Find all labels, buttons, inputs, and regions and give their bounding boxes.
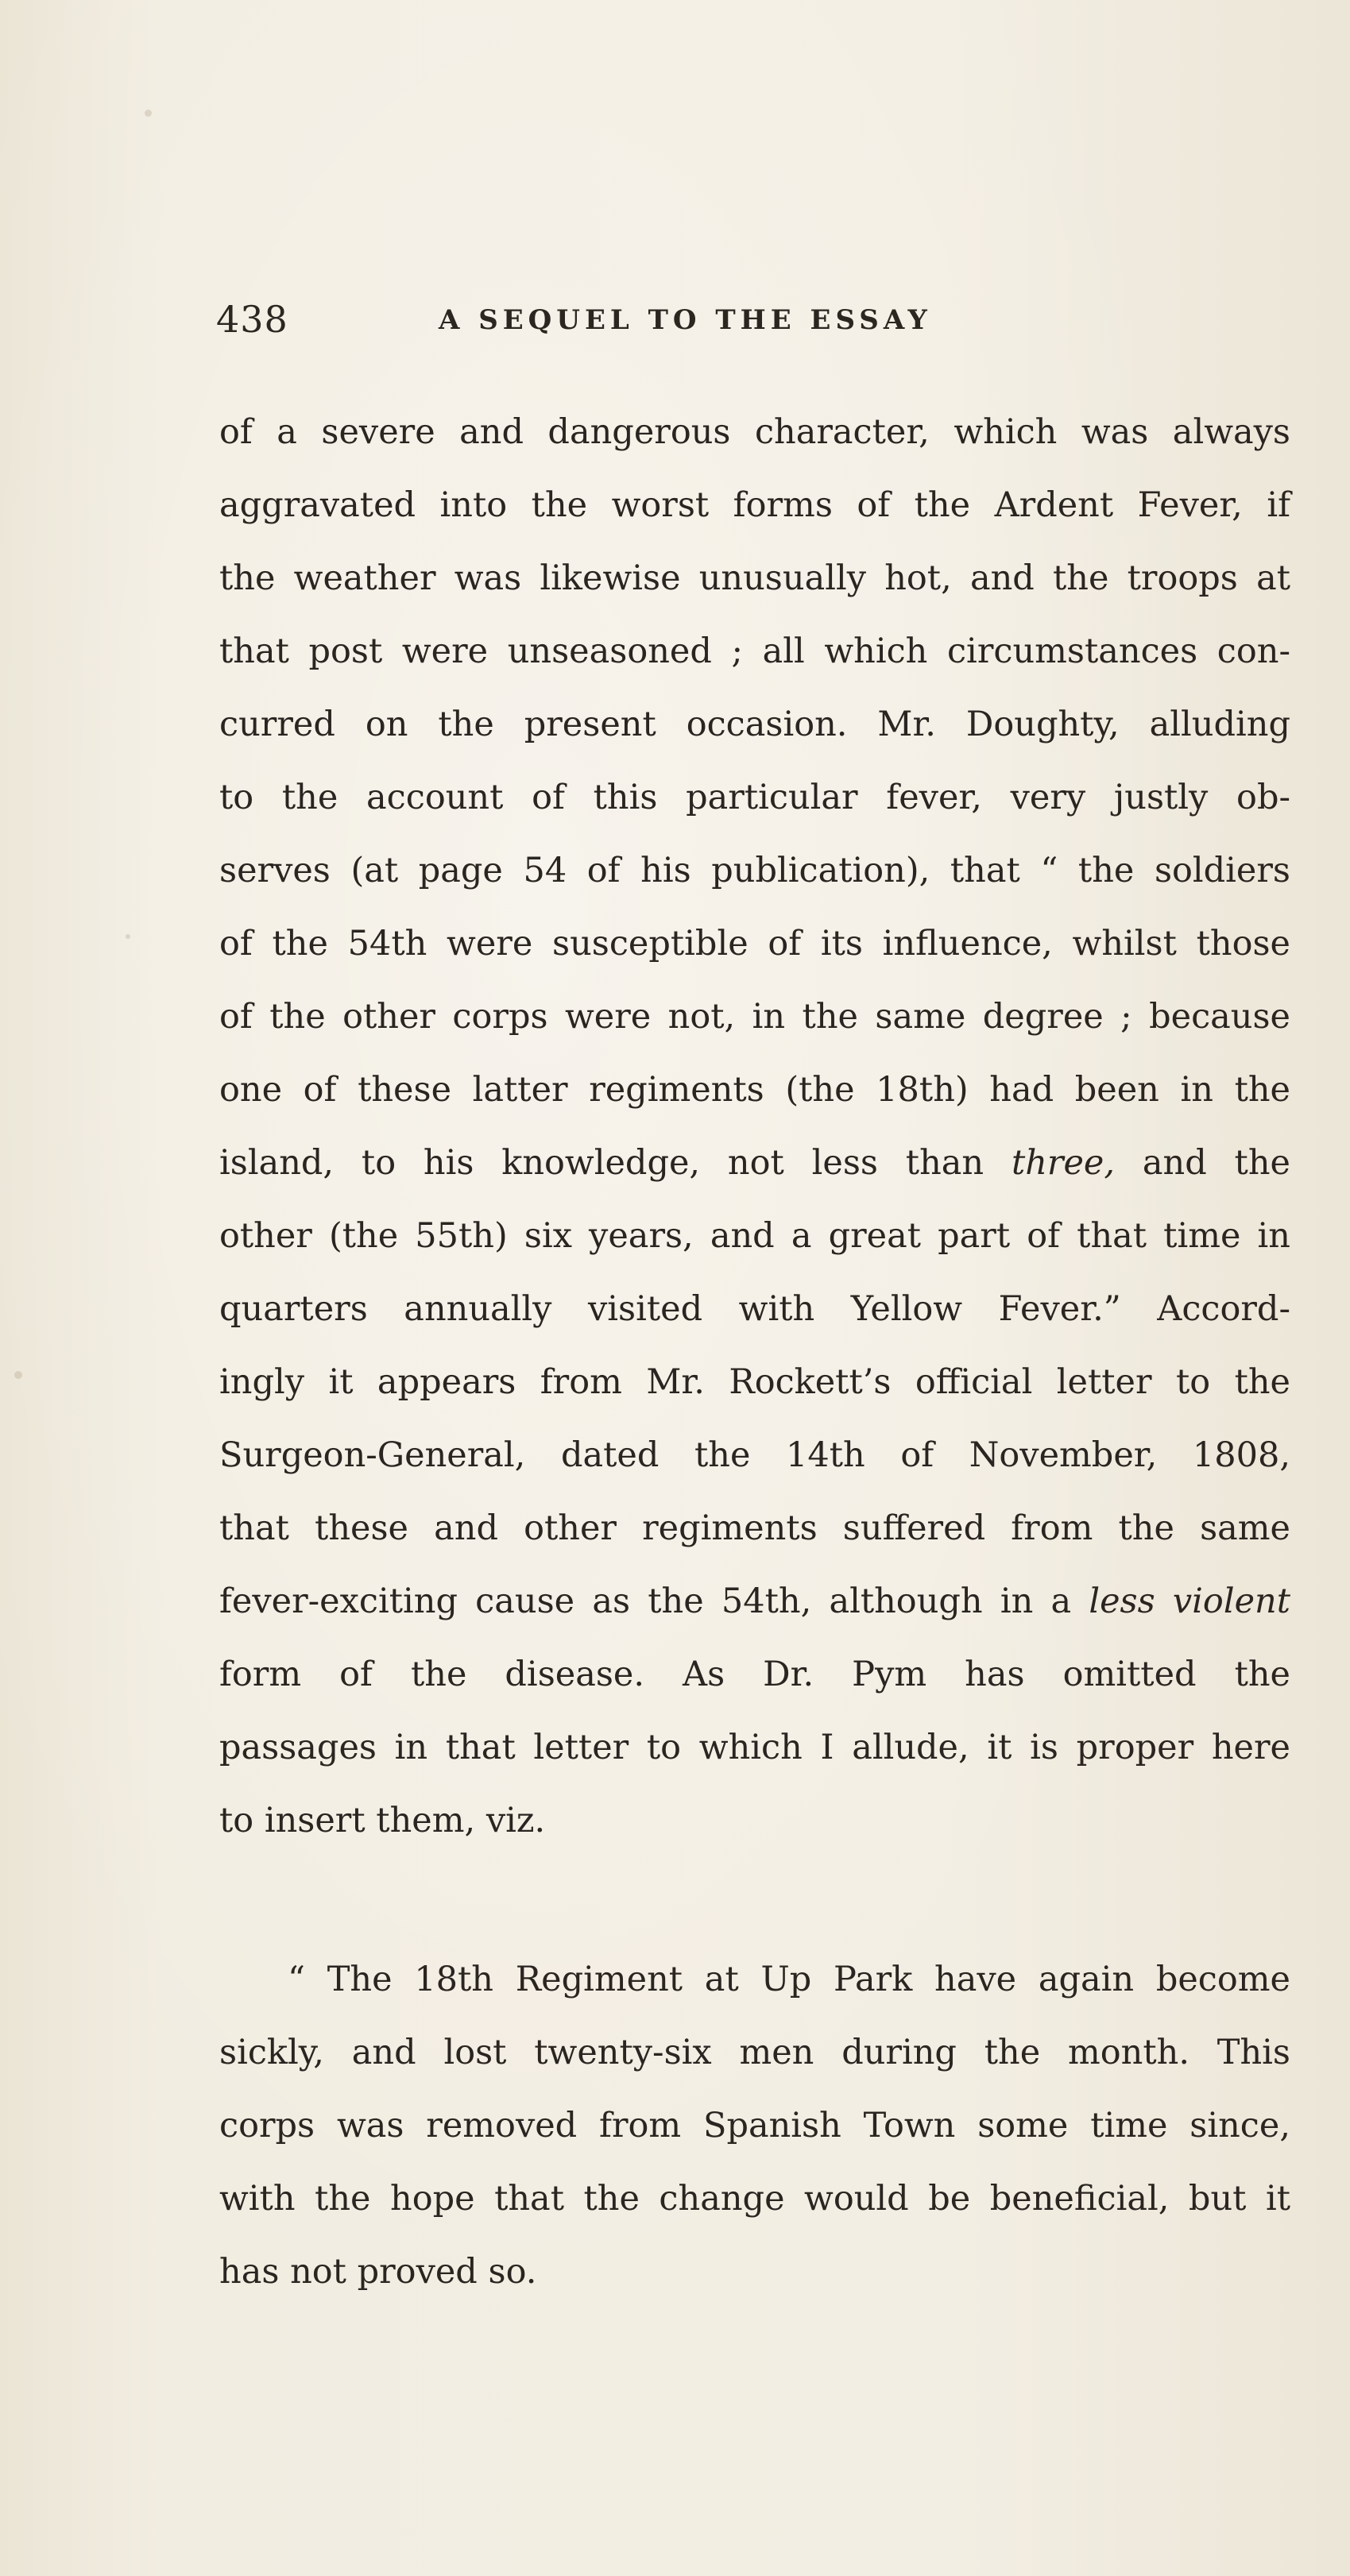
page-header [216,298,1074,353]
paragraph [219,396,1290,1857]
text-line: has not proved so. [219,2252,537,2292]
text-line: corps was removed from Spanish Town some time since, [219,2106,1290,2145]
text-line: serves (at page 54 of his publication), that “ the soldiers [219,851,1290,890]
paper-spot [14,1371,22,1379]
text-line: form of the disease. As Dr. Pym has omitted the [219,1655,1290,1694]
running-title: A SEQUEL TO THE ESSAY [439,304,932,336]
paper-spot [145,110,152,117]
text-line: of the 54th were susceptible of its influence, whilst those [219,924,1290,964]
text-run: fever-exciting cause as the 54th, although in a [219,1582,1089,1621]
text-line: quarters annually visited with Yellow Fever.” Accord- [219,1289,1290,1329]
text-line: other (the 55th) six years, and a great part of that time in [219,1216,1290,1256]
text-run: island, to his knowledge, not less than [219,1143,1012,1183]
text-line: that these and other regiments suffered from the same [219,1508,1290,1548]
text-line: that post were unseasoned ; all which circumstances con- [219,631,1290,671]
italic-emphasis: three, [1011,1143,1116,1183]
text-line: curred on the present occasion. Mr. Doughty, alluding [219,705,1290,744]
text-run: and the [1115,1143,1290,1183]
paper-spot [126,934,130,939]
text-line: sickly, and lost twenty-six men during the month. This [219,2033,1290,2072]
text-line: the weather was likewise unusually hot, and the troops at [219,558,1290,598]
text-line: to the account of this particular fever, very justly ob- [219,778,1290,817]
text-line: Surgeon-General, dated the 14th of November, 1808, [219,1435,1290,1475]
body-text [219,396,1290,2308]
text-line: aggravated into the worst forms of the Ardent Fever, if [219,485,1290,525]
page-number: 438 [216,298,288,341]
italic-emphasis: less violent [1089,1582,1290,1621]
text-line: of a severe and dangerous character, which was always [219,412,1290,452]
text-line [219,1126,1290,1199]
quoted-paragraph [219,1943,1290,2308]
text-line [219,1565,1290,1638]
text-line: to insert them, viz. [219,1801,546,1840]
text-line: with the hope that the change would be beneficial, but it [219,2179,1290,2219]
text-line: ingly it appears from Mr. Rockett’s official letter to the [219,1362,1290,1402]
text-line: passages in that letter to which I allude, it is proper here [219,1728,1290,1767]
text-line: “ The 18th Regiment at Up Park have again become [288,1960,1290,1999]
text-line: one of these latter regiments (the 18th) had been in the [219,1070,1290,1110]
text-line: of the other corps were not, in the same degree ; because [219,997,1290,1037]
